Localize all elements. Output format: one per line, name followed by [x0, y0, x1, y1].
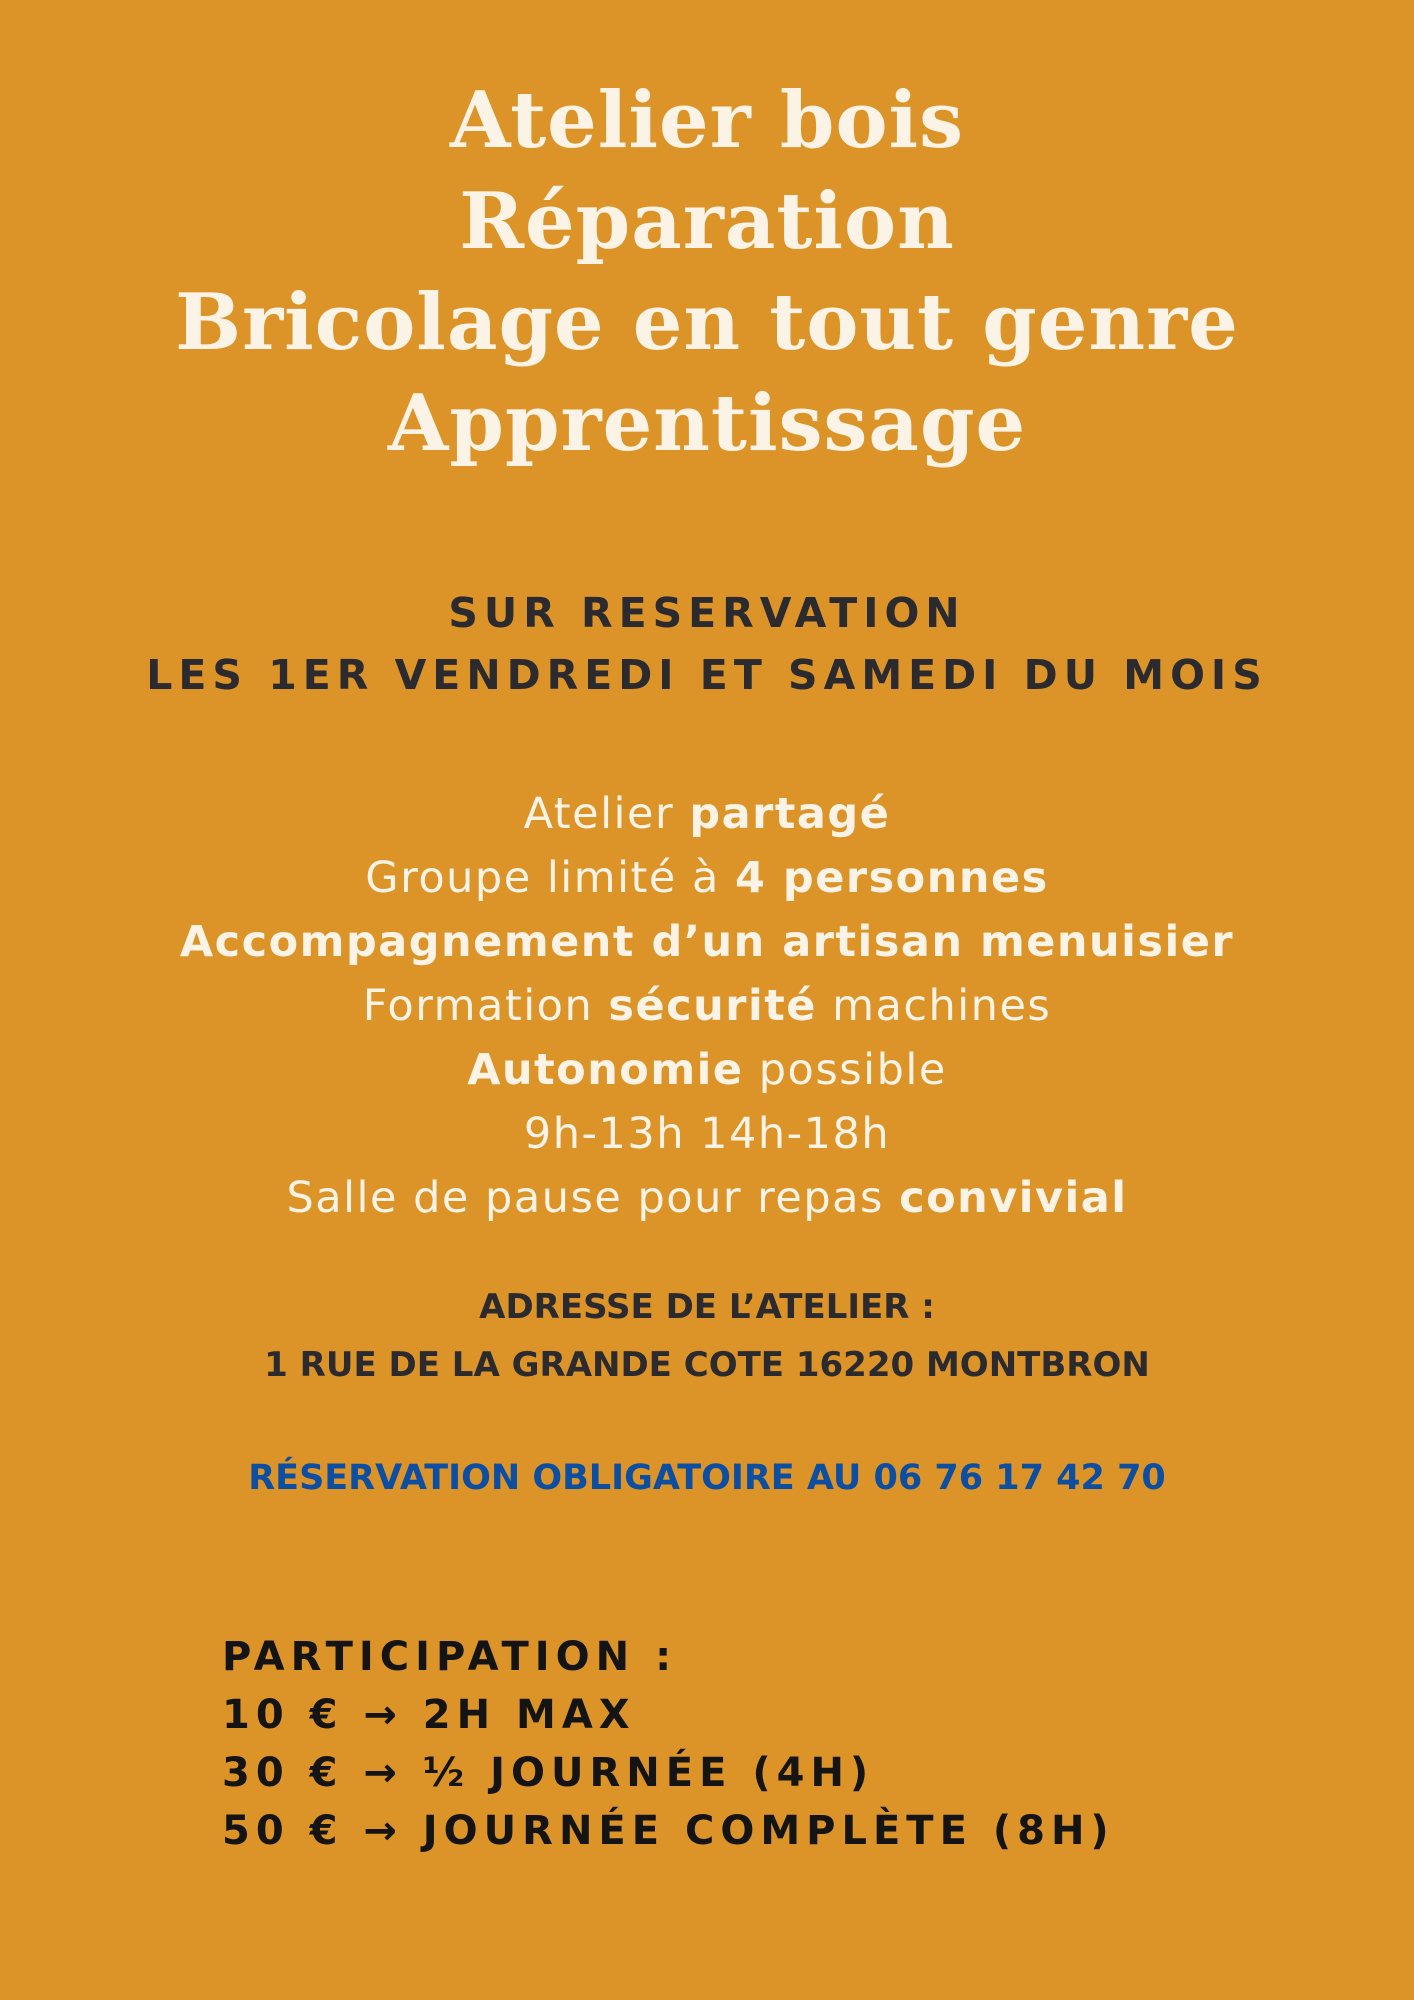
- address-label: ADRESSE DE L’ATELIER :: [479, 1287, 935, 1327]
- poster-title: [0, 70, 1414, 474]
- reservation-info: [0, 582, 1414, 706]
- feature-emphasis: partagé: [689, 789, 891, 839]
- address-value: 1 RUE DE LA GRANDE COTE 16220 MONTBRON: [264, 1345, 1150, 1385]
- feature-text: possible: [743, 1045, 947, 1095]
- address-block: [0, 1278, 1414, 1394]
- booking-phone: RÉSERVATION OBLIGATOIRE AU 06 76 17 42 70: [248, 1458, 1166, 1498]
- price-item-half-day: 30 € → ½ JOURNÉE (4H): [222, 1750, 875, 1796]
- feature-emphasis: convivial: [899, 1173, 1128, 1223]
- feature-emphasis: sécurité: [608, 981, 817, 1031]
- pricing-heading: PARTICIPATION :: [222, 1634, 678, 1680]
- feature-text: Groupe limité à: [365, 853, 736, 903]
- title-line-bricolage: Bricolage en tout genre: [175, 277, 1239, 368]
- feature-text: machines: [816, 981, 1052, 1031]
- features-list: [0, 782, 1414, 1230]
- schedule-line: LES 1ER VENDREDI ET SAMEDI DU MOIS: [146, 651, 1268, 699]
- feature-emphasis: Autonomie: [467, 1045, 744, 1095]
- price-item-2h: 10 € → 2H MAX: [222, 1692, 636, 1738]
- pricing-block: [222, 1628, 1115, 1860]
- feature-horaires: 9h-13h 14h-18h: [523, 1109, 891, 1159]
- feature-text: Formation: [362, 981, 609, 1031]
- feature-autonomie: [0, 1038, 1414, 1102]
- feature-groupe: [0, 846, 1414, 910]
- feature-text: Atelier: [523, 789, 690, 839]
- feature-emphasis: Accompagnement d’un artisan menuisier: [179, 917, 1235, 967]
- feature-text: Salle de pause pour repas: [286, 1173, 900, 1223]
- feature-emphasis: 4 personnes: [735, 853, 1049, 903]
- title-line-reparation: Réparation: [459, 176, 955, 267]
- title-line-apprentissage: Apprentissage: [387, 378, 1027, 469]
- reservation-line: SUR RESERVATION: [448, 589, 966, 637]
- feature-formation: [0, 974, 1414, 1038]
- title-line-atelier-bois: Atelier bois: [449, 75, 965, 166]
- feature-accompagnement: [0, 910, 1414, 974]
- feature-atelier-partage: [0, 782, 1414, 846]
- feature-salle: [0, 1166, 1414, 1230]
- price-item-full-day: 50 € → JOURNÉE COMPLÈTE (8H): [222, 1808, 1115, 1854]
